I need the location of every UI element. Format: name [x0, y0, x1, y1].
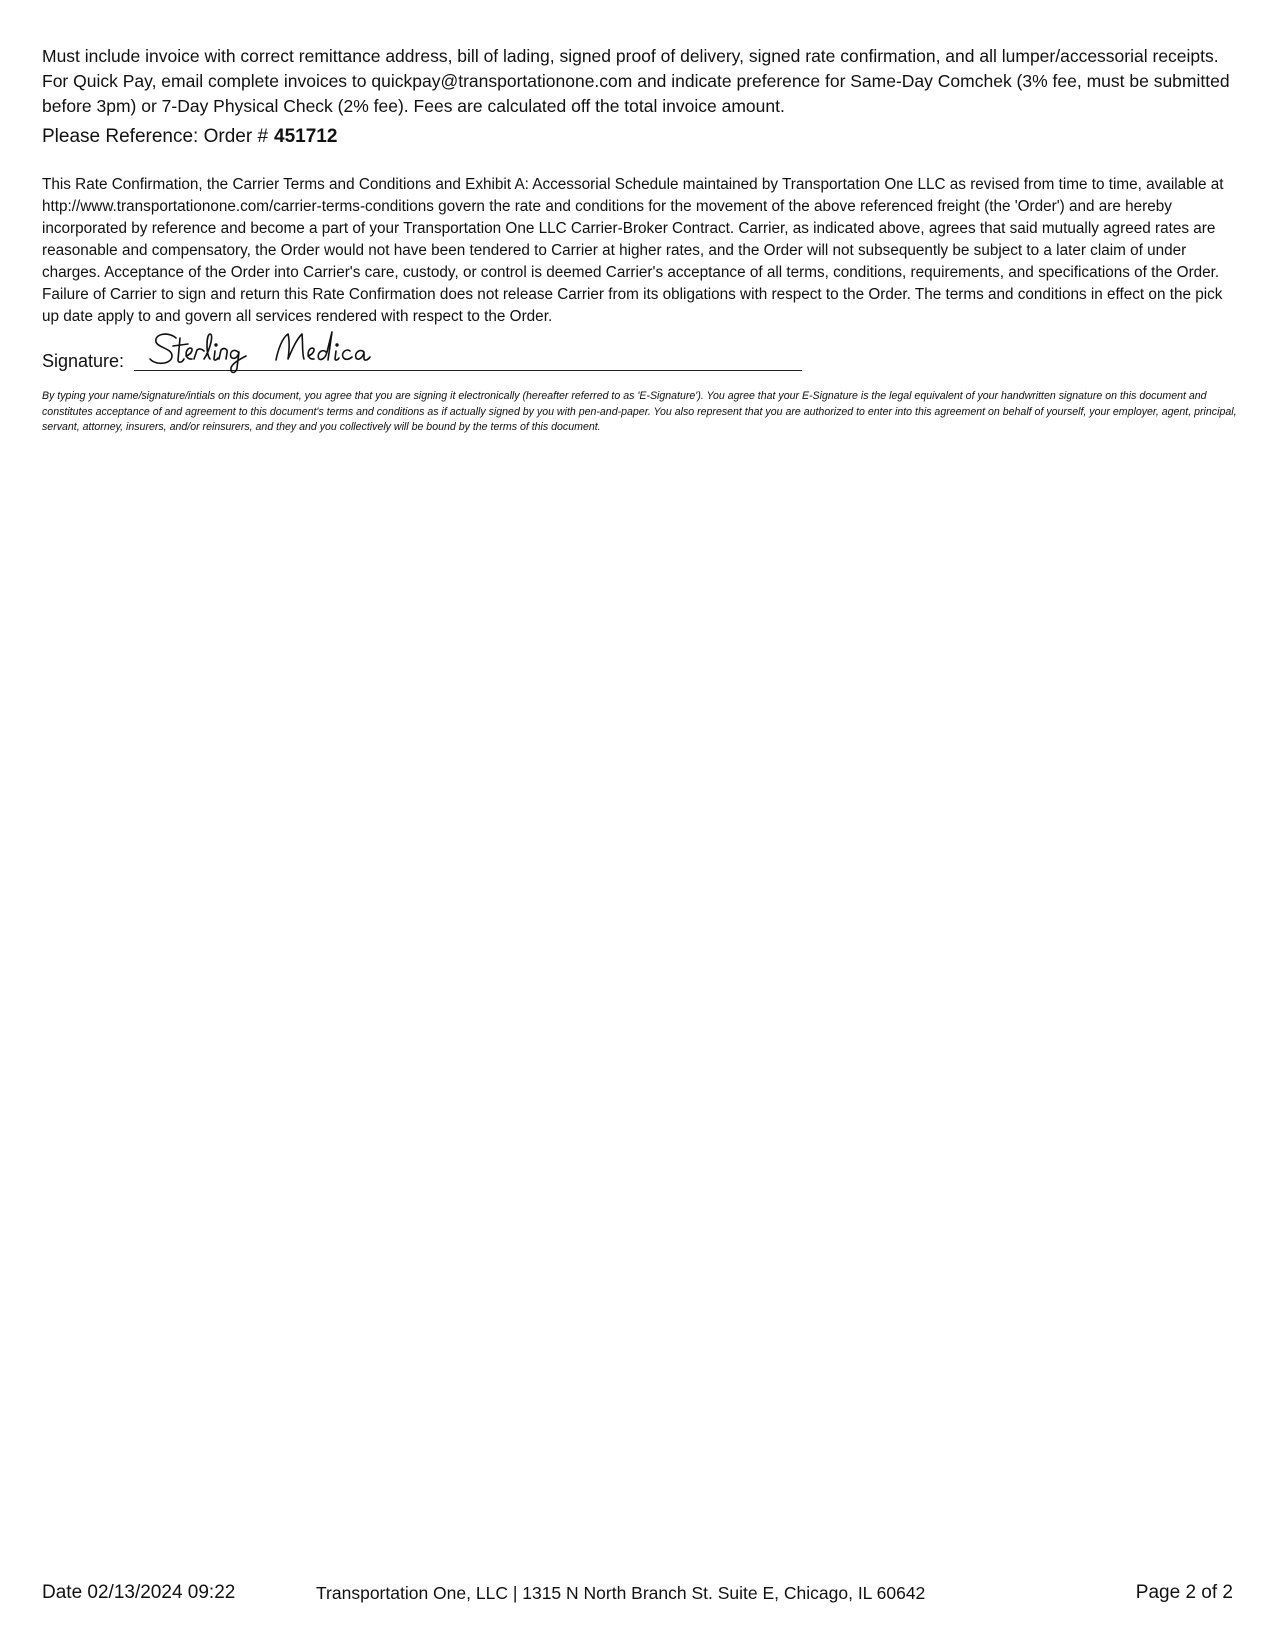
order-number: 451712 — [274, 126, 338, 147]
footer-company-address: Transportation One, LLC | 1315 N North Branch St. Suite E, Chicago, IL 60642 — [316, 1583, 926, 1603]
payment-instructions: Must include invoice with correct remittance address, bill of lading, signed proof of delivery, signed rate confirmation, and all lumper/accessorial receipts. For Quick Pay, email complete invoices to quickpay@transportationone.com and indicate preference for Same-Day Comchek (3% fee, must be submitted before 3pm) or 7-Day Physical Check (2% fee). Fees are calculated off the total invoice amount. — [42, 46, 1230, 116]
page-footer — [0, 1580, 1275, 1606]
signature-label: Signature: — [42, 351, 125, 371]
esignature-notice: By typing your name/signature/intials on this document, you agree that you are signing it electronically (hereafter referred to as 'E-Signature'). You agree that your E-Signature is the legal equivalent of your handwritten signature on this document and constitutes acceptance of and agreement to this document's terms and conditions as if actually signed by you with pen-and-paper. You also represent that you are authorized to enter into this agreement on behalf of yourself, your employer, agent, principal, servant, attorney, insurers, and/or reinsurers, and they and you collectively will be bound by the terms of this document. — [42, 390, 1237, 433]
handwritten-signature — [146, 326, 436, 376]
order-reference-label: Please Reference: Order # — [42, 126, 269, 147]
footer-page-number: Page 2 of 2 — [1135, 1582, 1233, 1603]
footer-date: Date 02/13/2024 09:22 — [42, 1582, 236, 1603]
order-reference — [42, 124, 337, 150]
terms-paragraph: This Rate Confirmation, the Carrier Terms and Conditions and Exhibit A: Accessorial Schedule maintained by Transportation One LLC as revised from time to time, available at http://www.transportationone.com/carrier-terms-conditions govern the rate and conditions for the movement of the above referenced freight (the 'Order') and are hereby incorporated by reference and become a part of your Transportation One LLC Carrier-Broker Contract. Carrier, as indicated above, agrees that said mutually agreed rates are reasonable and compensatory, the Order would not have been tendered to Carrier at higher rates, and the Order will not subsequently be subject to a later claim of under charges. Acceptance of the Order into Carrier's care, custody, or control is deemed Carrier's acceptance of all terms, conditions, requirements, and specifications of the Order. Failure of Carrier to sign and return this Rate Confirmation does not release Carrier from its obligations with respect to the Order. The terms and conditions in effect on the pick up date apply to and govern all services rendered with respect to the Order. — [42, 176, 1224, 325]
signature-block — [42, 334, 802, 374]
